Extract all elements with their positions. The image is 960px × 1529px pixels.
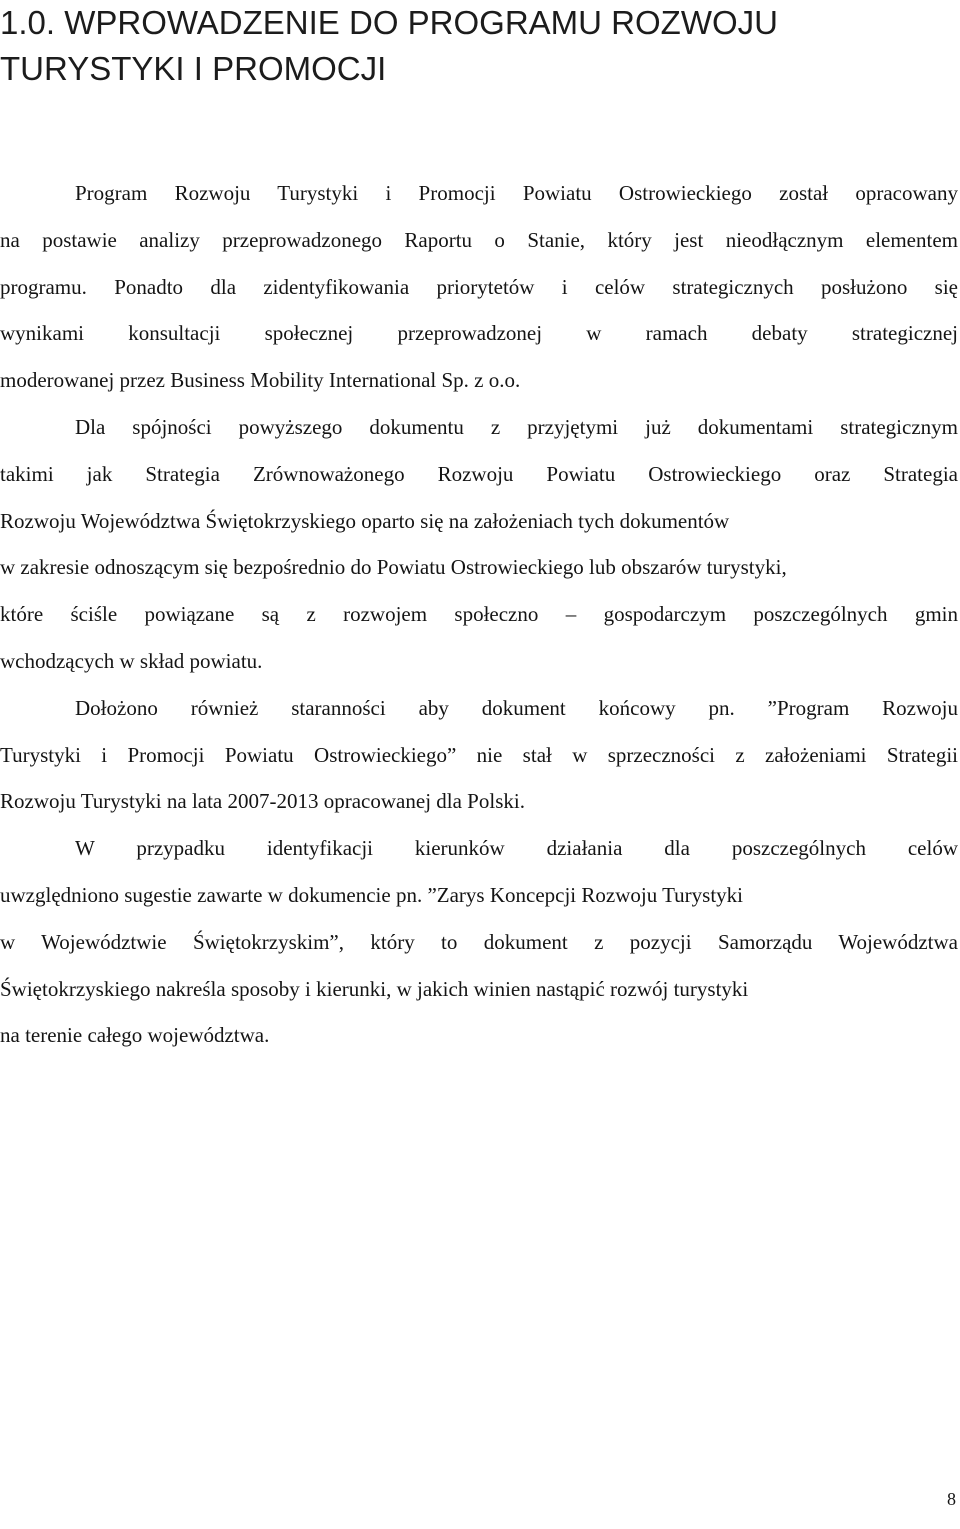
document-body [0,170,958,1059]
text-line: wynikami konsultacji społecznej przeprowadzonej w ramach debaty strategicznej [0,321,958,346]
paragraph-2 [0,404,958,685]
section-title-line-1: 1.0. WPROWADZENIE DO PROGRAMU ROZWOJU [0,4,778,41]
text-line: na terenie całego województwa. [0,1023,270,1048]
paragraph-3 [0,685,958,825]
text-line: Dla spójności powyższego dokumentu z przyjętymi już dokumentami strategicznym [75,414,958,439]
text-line: Turystyki i Promocji Powiatu Ostrowieckiego” nie stał w sprzeczności z założeniami Strategii [0,742,958,767]
paragraph-1 [0,170,958,404]
text-line: moderowanej przez Business Mobility International Sp. z o.o. [0,368,521,393]
text-line: Dołożono również staranności aby dokument końcowy pn. ”Program Rozwoju [75,695,958,720]
text-line: Świętokrzyskiego nakreśla sposoby i kierunki, w jakich winien nastąpić rozwój turystyki [0,976,749,1001]
text-line: wchodzących w skład powiatu. [0,648,263,673]
page-number: 8 [947,1489,956,1509]
text-line: w Województwie Świętokrzyskim”, który to dokument z pozycji Samorządu Województwa [0,929,958,954]
text-line: Rozwoju Województwa Świętokrzyskiego oparto się na założeniach tych dokumentów [0,508,730,533]
text-line: uwzględniono sugestie zawarte w dokumencie pn. ”Zarys Koncepcji Rozwoju Turystyki [0,882,744,907]
text-line: W przypadku identyfikacji kierunków działania dla poszczególnych celów [75,836,958,861]
text-line: które ściśle powiązane są z rozwojem społeczno – gospodarczym poszczególnych gmin [0,602,958,627]
text-line: w zakresie odnoszącym się bezpośrednio do Powiatu Ostrowieckiego lub obszarów turystyki, [0,555,787,580]
text-line: Rozwoju Turystyki na lata 2007-2013 opracowanej dla Polski. [0,789,525,814]
text-line: Program Rozwoju Turystyki i Promocji Powiatu Ostrowieckiego został opracowany [75,181,958,205]
text-line: takimi jak Strategia Zrównoważonego Rozwoju Powiatu Ostrowieckiego oraz Strategia [0,461,958,486]
section-title-line-2: TURYSTYKI I PROMOCJI [0,50,387,87]
paragraph-4 [0,825,958,1059]
text-line: na postawie analizy przeprowadzonego Raportu o Stanie, który jest nieodłącznym elementem [0,227,958,252]
section-title [0,0,955,92]
text-line: programu. Ponadto dla zidentyfikowania priorytetów i celów strategicznych posłużono się [0,274,958,299]
